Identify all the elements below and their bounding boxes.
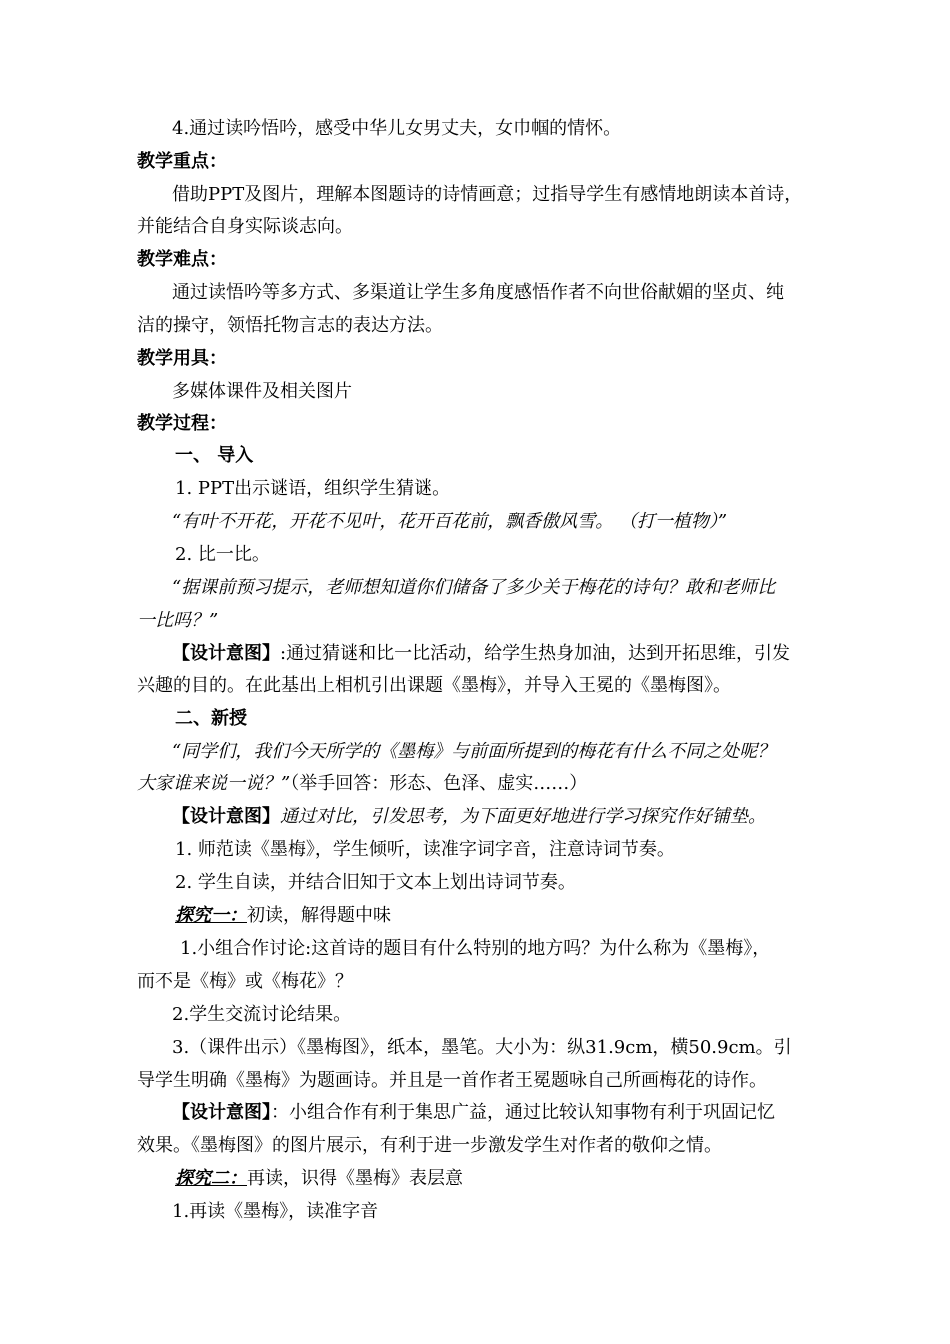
explore-1-item-3-line-2: 导学生明确《墨梅》为题画诗。并且是一首作者王冕题咏自己所画梅花的诗作。 [137, 1070, 767, 1091]
explore-label: 探究二： [175, 1168, 247, 1189]
section-2-item-2: 2. 学生自读，并结合旧知于文本上划出诗词节奏。 [175, 872, 576, 893]
design-intent-text: ：小组合作有利于集思广益，通过比较认知事物有利于巩固记忆 [271, 1102, 775, 1123]
design-intent-1-line-1 [172, 641, 790, 667]
difficulties-line-1: 通过读悟吟等多方式、多渠道让学生多角度感悟作者不向世俗献媚的坚贞、纯 [172, 282, 784, 303]
student-answer: （举手回答：形态、色泽、虚实……） [290, 773, 588, 794]
explore-1-item-1-line-2: 而不是《梅》或《梅花》？ [137, 971, 353, 992]
heading-process: 教学过程： [137, 413, 227, 434]
design-intent-label: 【设计意图】 [172, 643, 280, 664]
design-intent-3-line-2: 效果。《墨梅图》的图片展示，有利于进一步激发学生对作者的敬仰之情。 [137, 1135, 722, 1156]
explore-1-item-2: 2.学生交流讨论结果。 [172, 1004, 352, 1025]
explore-2-heading [175, 1166, 463, 1192]
teacher-question-line-1: “同学们，我们今天所学的《墨梅》与前面所提到的梅花有什么不同之处呢？ [172, 741, 776, 762]
teacher-quote-line-2: 一比吗？” [137, 610, 219, 631]
tools-line: 多媒体课件及相关图片 [172, 381, 352, 402]
heading-tools: 教学用具： [137, 348, 227, 369]
explore-1-heading [175, 903, 391, 929]
design-intent-text: 通过对比，引发思考，为下面更好地进行学习探究作好铺垫。 [280, 806, 766, 827]
key-points-line-1: 借助PPT及图片，理解本图题诗的诗情画意；过指导学生有感情地朗读本首诗， [172, 184, 803, 205]
explore-label: 探究一： [175, 905, 247, 926]
design-intent-label: 【设计意图】 [172, 1102, 271, 1123]
section-1-item-1: 1. PPT出示谜语，组织学生猜谜。 [175, 478, 451, 499]
objective-4: 4.通过读吟悟吟，感受中华儿女男丈夫，女巾帼的情怀。 [172, 118, 622, 139]
design-intent-3-line-1 [172, 1100, 775, 1126]
section-2-title: 二、新授 [175, 708, 247, 729]
key-points-line-2: 并能结合自身实际谈志向。 [137, 216, 353, 237]
explore-2-item-1: 1.再读《墨梅》，读准字音 [172, 1201, 379, 1222]
difficulties-line-2: 洁的操守，领悟托物言志的表达方法。 [137, 315, 443, 336]
explore-title: 再读，识得《墨梅》表层意 [247, 1168, 463, 1189]
riddle-quote: “有叶不开花，开花不见叶，花开百花前，飘香傲风雪。 （打一植物）” [172, 511, 728, 532]
section-1-title: 一、 导入 [175, 445, 254, 466]
section-1-item-2: 2. 比一比。 [175, 544, 270, 565]
section-2-item-1: 1. 师范读《墨梅》，学生倾听，读准字词字音，注意诗词节奏。 [175, 839, 675, 860]
explore-title: 初读，解得题中味 [247, 905, 391, 926]
teacher-question-line-2 [137, 771, 587, 797]
design-intent-text: :通过猜谜和比一比活动，给学生热身加油，达到开拓思维，引发 [280, 643, 791, 664]
heading-key-points: 教学重点： [137, 151, 227, 172]
design-intent-2 [172, 804, 766, 830]
design-intent-label: 【设计意图】 [172, 806, 280, 827]
explore-1-item-3-line-1: 3.（课件出示）《墨梅图》，纸本，墨笔。大小为：纵31.9cm，横50.9cm。引 [172, 1037, 792, 1058]
explore-1-item-1-line-1: 1.小组合作讨论:这首诗的题目有什么特别的地方吗？为什么称为《墨梅》， [180, 938, 771, 959]
teacher-question-end: 大家谁来说一说？” [137, 773, 291, 794]
heading-difficulties: 教学难点： [137, 249, 227, 270]
design-intent-1-line-2: 兴趣的目的。在此基出上相机引出课题《墨梅》，并导入王冕的《墨梅图》。 [137, 675, 731, 696]
teacher-quote-line-1: “据课前预习提示，老师想知道你们储备了多少关于梅花的诗句？敢和老师比 [172, 577, 776, 598]
